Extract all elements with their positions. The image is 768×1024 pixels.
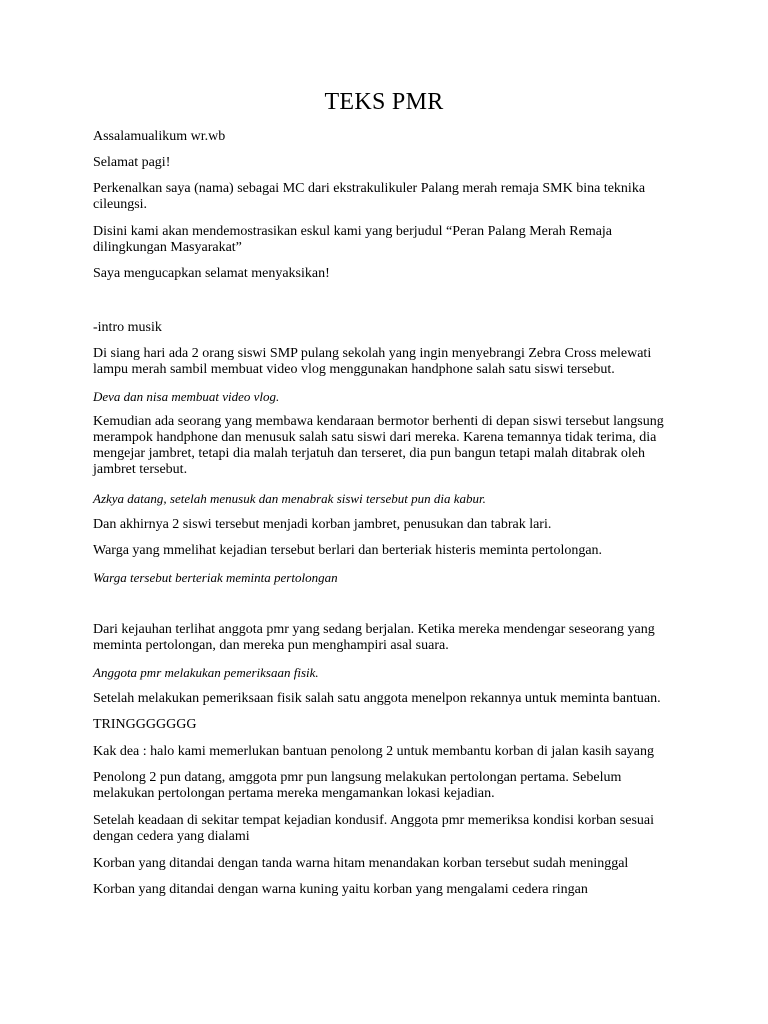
paragraph-selamat-menyaksikan: Saya mengucapkan selamat menyaksikan! <box>93 266 330 281</box>
paragraph-tanda-kuning: Korban yang ditandai dengan warna kuning yaitu korban yang mengalami cedera ringan <box>93 882 588 897</box>
paragraph-menelpon: Setelah melakukan pemeriksaan fisik salah satu anggota menelpon rekannya untuk meminta bantuan. <box>93 691 661 706</box>
paragraph-demonstration: Disini kami akan mendemostrasikan eskul kami yang berjudul “Peran Palang Merah Remaja dilingkungan Masyarakat” <box>93 224 613 255</box>
paragraph-introduction: Perkenalkan saya (nama) sebagai MC dari ekstrakulikuler Palang merah remaja SMK bina teknika cileungsi. <box>93 181 646 212</box>
paragraph-korban: Dan akhirnya 2 siswi tersebut menjadi korban jambret, penusukan dan tabrak lari. <box>93 517 552 532</box>
stage-direction-vlog: Deva dan nisa membuat video vlog. <box>93 389 280 404</box>
paragraph-selamat-pagi: Selamat pagi! <box>93 155 171 170</box>
paragraph-tring: TRINGGGGGGG <box>93 717 197 732</box>
paragraph-greeting: Assalamualikum wr.wb <box>93 129 226 144</box>
document-title: TEKS PMR <box>324 89 444 115</box>
paragraph-scene-siang: Di siang hari ada 2 orang siswi SMP pulang sekolah yang ingin menyebrangi Zebra Cross melewati lampu merah sambil membuat video vlog menggunakan handphone salah satu siswi tersebut. <box>93 346 652 377</box>
paragraph-intro-musik: -intro musik <box>93 320 162 335</box>
paragraph-penolong-2: Penolong 2 pun datang, amggota pmr pun langsung melakukan pertolongan pertama. Sebelum melakukan pertolongan pertama mereka mengamankan lokasi kejadian. <box>93 770 622 801</box>
stage-direction-warga: Warga tersebut berteriak meminta pertolongan <box>93 570 338 585</box>
paragraph-scene-jambret: Kemudian ada seorang yang membawa kendaraan bermotor berhenti di depan siswi tersebut langsung merampok handphone dan menusuk salah satu siswi dari mereka. Karena temannya tidak terima, dia mengejar jambret, tetapi dia malah terjatuh dan terseret, dia pun bangun tetapi malah ditabrak oleh jambret tersebut. <box>93 414 664 477</box>
stage-direction-pemeriksaan: Anggota pmr melakukan pemeriksaan fisik. <box>93 665 319 680</box>
paragraph-kak-dea: Kak dea : halo kami memerlukan bantuan penolong 2 untuk membantu korban di jalan kasih sayang <box>93 744 655 759</box>
paragraph-anggota-pmr: Dari kejauhan terlihat anggota pmr yang sedang berjalan. Ketika mereka mendengar seseorang yang meminta pertolongan, dan mereka pun menghampiri asal suara. <box>93 622 655 653</box>
stage-direction-azkya: Azkya datang, setelah menusuk dan menabrak siswi tersebut pun dia kabur. <box>93 491 486 506</box>
paragraph-kondusif: Setelah keadaan di sekitar tempat kejadian kondusif. Anggota pmr memeriksa kondisi korban sesuai dengan cedera yang dialami <box>93 813 655 844</box>
paragraph-tanda-hitam: Korban yang ditandai dengan tanda warna hitam menandakan korban tersebut sudah meninggal <box>93 856 629 871</box>
paragraph-warga: Warga yang mmelihat kejadian tersebut berlari dan berteriak histeris meminta pertolongan. <box>93 543 603 558</box>
